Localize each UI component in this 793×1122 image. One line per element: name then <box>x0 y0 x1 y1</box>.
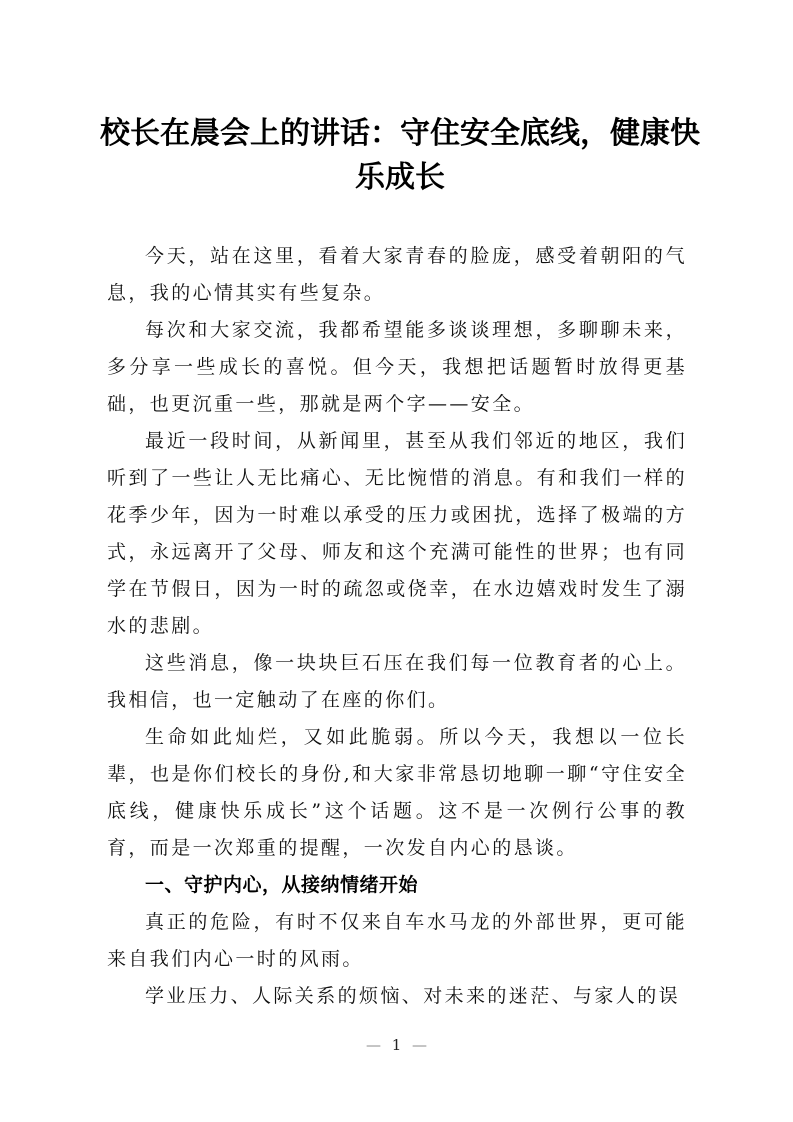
section-heading: 一、守护内心，从接纳情绪开始 <box>145 874 419 896</box>
document-body <box>107 238 687 1015</box>
footer-dash-right: — <box>412 1036 428 1054</box>
paragraph: 最近一段时间，从新闻里，甚至从我们邻近的地区，我们听到了一些让人无比痛心、无比惋惜的消息。有和我们一样的花季少年，因为一时难以承受的压力或困扰，选择了极端的方式，永远离开了父母、师友和这个充满可能性的世界；也有同学在节假日，因为一时的疏忽或侥幸，在水边嬉戏时发生了溺水的悲剧。 <box>107 430 687 637</box>
paragraph: 生命如此灿烂，又如此脆弱。所以今天，我想以一位长辈，也是你们校长的身份,和大家非常恳切地聊一聊“守住安全底线，健康快乐成长”这个话题。这不是一次例行公事的教育，而是一次郑重的提醒，一次发自内心的恳谈。 <box>107 726 687 859</box>
page-number: 1 <box>391 1036 402 1054</box>
footer-dash-left: — <box>365 1036 381 1054</box>
paragraph: 每次和大家交流，我都希望能多谈谈理想，多聊聊未来，多分享一些成长的喜悦。但今天，我想把话题暂时放得更基础，也更沉重一些，那就是两个字——安全。 <box>107 319 687 415</box>
paragraph: 学业压力、人际关系的烦恼、对未来的迷茫、与家人的误 <box>145 985 681 1007</box>
paragraph: 真正的危险，有时不仅来自车水马龙的外部世界，更可能来自我们内心一时的风雨。 <box>107 911 687 970</box>
document-title: 校长在晨会上的讲话：守住安全底线，健康快乐成长 <box>100 116 700 195</box>
paragraph: 今天，站在这里，看着大家青春的脸庞，感受着朝阳的气息，我的心情其实有些复杂。 <box>107 245 687 304</box>
page-footer <box>0 1036 793 1054</box>
paragraph: 这些消息，像一块块巨石压在我们每一位教育者的心上。我相信，也一定触动了在座的你们。 <box>107 652 687 711</box>
